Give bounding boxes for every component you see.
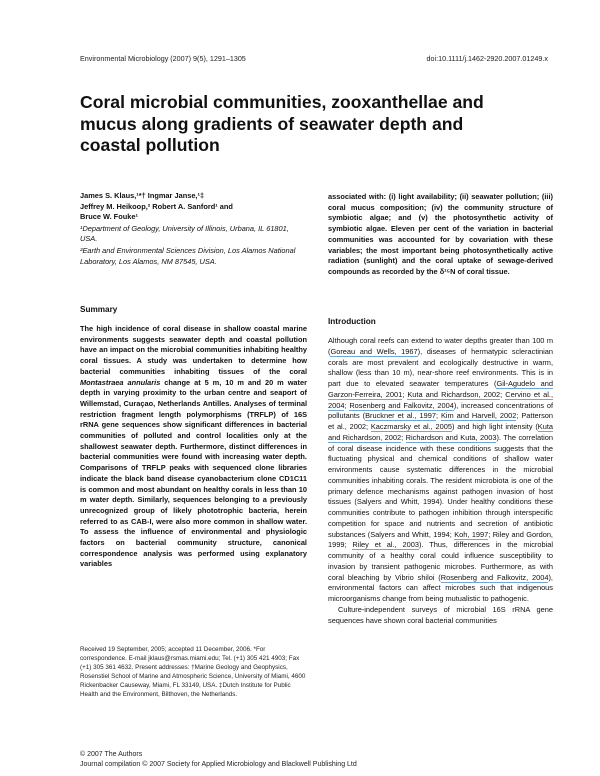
introduction-text-segment: ). The correlation of coral disease incidence with these conditions suggests that the fluctuating physical and chemical conditions of shallow water environments cause systematic differences in the microbial communities inhabiting corals. The resident microbiota is one of the primary defence mechanisms against pathogen invasion of host tissues (Salyers and Whitt, 1994). Under healthy conditions these communities contribute to pathogen inhibition through interspecific competition for space and nutrients and secretion of antibiotic substances (Salyers and Whitt, 1994; bbox=[328, 432, 553, 539]
citation-link[interactable]: Rosenberg and Falkovitz, 2004 bbox=[349, 400, 454, 410]
citation-link[interactable]: Cervino et al., 2004 bbox=[328, 389, 553, 410]
introduction-text bbox=[328, 336, 553, 626]
affiliation-1: ¹Department of Geology, University of Illinois, Urbana, IL 61801, USA. bbox=[80, 223, 289, 244]
author-block bbox=[80, 191, 306, 267]
introduction-paragraph-2: Culture-independent surveys of microbial 16S rRNA gene sequences have shown coral bacterial communities bbox=[328, 604, 553, 625]
copyright-line: © 2007 The Authors bbox=[80, 751, 143, 758]
introduction-text-segment: ; Riley and Gordon, 1999; bbox=[328, 529, 553, 550]
introduction-text-segment: ). Thus, differences in the microbial community of a healthy coral could influence susceptibility to invasion by transient pathogenic microbes. Furthermore, as with coral bleaching by Vibrio shiloi ( bbox=[328, 540, 553, 582]
introduction-text-segment: ; Patterson et al., 2002; bbox=[328, 411, 554, 431]
introduction-text-segment: ; bbox=[344, 400, 350, 410]
journal-compilation-line: Journal compilation © 2007 Society for Applied Microbiology and Blackwell Publishing Ltd bbox=[80, 761, 357, 768]
citation-link[interactable]: Kuta and Richardson, 2002 bbox=[407, 389, 501, 399]
introduction-paragraph-1 bbox=[328, 336, 553, 605]
citation-link[interactable]: Gil-Agudelo and Garzon-Ferreira, 2001 bbox=[328, 379, 553, 399]
summary-text-part1: The high incidence of coral disease in shallow coastal marine environments suggests seawater depth and coastal pollution have an impact on the microbial communities inhabiting healthy coral tissues. A study was undertaken to determine how bacterial communities inhabiting tissues of the coral bbox=[80, 324, 307, 376]
summary-heading: Summary bbox=[80, 305, 118, 314]
citation-link[interactable]: Koh, 1997 bbox=[454, 529, 489, 539]
affiliation-2: ²Earth and Environmental Sciences Division, Los Alamos National Laboratory, Los Alamos, NM 87545, USA. bbox=[80, 245, 296, 266]
summary-text bbox=[80, 324, 307, 570]
doi[interactable]: doi:10.1111/j.1462-2920.2007.01249.x bbox=[426, 54, 548, 63]
author-line-2: Jeffrey M. Heikoop,² Robert A. Sanford¹ and bbox=[80, 201, 233, 211]
introduction-text-segment: ; bbox=[401, 432, 406, 442]
introduction-text-segment: ), diseases of hermatypic scleractinian corals are most prevalent and ecologically destructive in warm, shallow (less than 10 m), near-shore reef environments. This is in part due to elevated seawater temperatures ( bbox=[328, 346, 553, 388]
introduction-text-segment: ; bbox=[435, 411, 441, 421]
introduction-text-segment: ; bbox=[500, 389, 506, 399]
species-name: Montastraea annularis bbox=[80, 377, 161, 387]
author-line-1: James S. Klaus,¹*† Ingmar Janse,¹‡ bbox=[80, 191, 205, 200]
article-title: Coral microbial communities, zooxanthellae and mucus along gradients of seawater depth and coastal pollution bbox=[80, 92, 484, 155]
received-note: Received 19 September, 2005; accepted 11 December, 2006. *For correspondence. E-mail jklaus@rsmas.miami.edu; Tel. (+1) 305 421 4903; Fax (+1) 305 361 4632. Present addresses: †Marine Geology and Geophysics, Rosenstiel School of Marine and Atmospheric Science, University of Miami, 4600 Rickenbacker Causeway, Miami, FL 33149, USA. ‡Dutch Institute for Public Health and the Environment, Bilthoven, the Netherlands. bbox=[80, 646, 306, 698]
citation-link[interactable]: Kuta and Richardson, 2002 bbox=[328, 422, 553, 442]
introduction-text-segment: ; bbox=[402, 389, 408, 399]
citation-link[interactable]: Kaczmarsky et al., 2005 bbox=[370, 422, 452, 431]
citation-link[interactable]: Rosenberg and Falkovitz, 2004 bbox=[440, 572, 549, 582]
summary-text-part2: change at 5 m, 10 m and 20 m water depth in varying proximity to the urban centre and seaport of Willemstad, Curaçao, Netherlands Antilles. Analyses of terminal restriction fragment length polymorphisms (TRFLP) of 16S rRNA gene sequences show significant differences in bacterial communities of polluted and control localities only at the shallowest seawater depth. Furthermore, distinct differences in bacterial communities were found with increasing water depth. Comparisons of TRFLP peaks with sequenced clone libraries indicate the black band disease cyanobacterium clone CD1C11 is common and most abundant on healthy corals in less than 10 m water depth. Similarly, sequences belonging to a previously unrecognized group of likely phototrophic bacteria, herein referred to as CAB-I, were also more common in shallow water. To assess the influence of environmental and physiologic factors on bacterial community structure, canonical correspondence analysis was performed using explanatory variables bbox=[80, 377, 307, 569]
introduction-text-segment: ), increased concentrations of pollutants ( bbox=[328, 400, 554, 421]
author-line-3: Bruce W. Fouke¹ bbox=[80, 212, 138, 222]
introduction-text-segment: Although coral reefs can extend to water depths greater than 100 m ( bbox=[328, 336, 553, 356]
summary-continuation: associated with: (i) light availability; (ii) seawater pollution; (iii) coral mucus composition; (iv) the community structure of symbiotic algae; and (v) the photosynthetic activity of symbiotic algae. Eleven per cent of the variation in bacterial communities was accounted for by covariation with these variables; the most important being photosynthetically active radiation (sunlight) and the coral uptake of sewage-derived compounds as recorded by the δ¹⁵N of coral tissue. bbox=[328, 192, 553, 276]
citation-link[interactable]: Richardson and Kuta, 2003 bbox=[405, 432, 497, 442]
journal-citation: Environmental Microbiology (2007) 9(5), 1291–1305 bbox=[80, 54, 246, 63]
introduction-text-segment: ), environmental factors can affect microbes such that indigenous microorganisms change from being mutualistic to pathogenic. bbox=[328, 572, 553, 603]
citation-link[interactable]: Kim and Harvell, 2002 bbox=[440, 411, 517, 421]
citation-link[interactable]: Riley et al., 2003 bbox=[352, 540, 419, 550]
citation-link[interactable]: Bruckner et al., 1997 bbox=[365, 411, 436, 421]
citation-link[interactable]: Goreau and Wells, 1967 bbox=[330, 346, 418, 356]
introduction-text-segment: ) and high light intensity ( bbox=[451, 422, 538, 431]
introduction-heading: Introduction bbox=[328, 317, 376, 326]
